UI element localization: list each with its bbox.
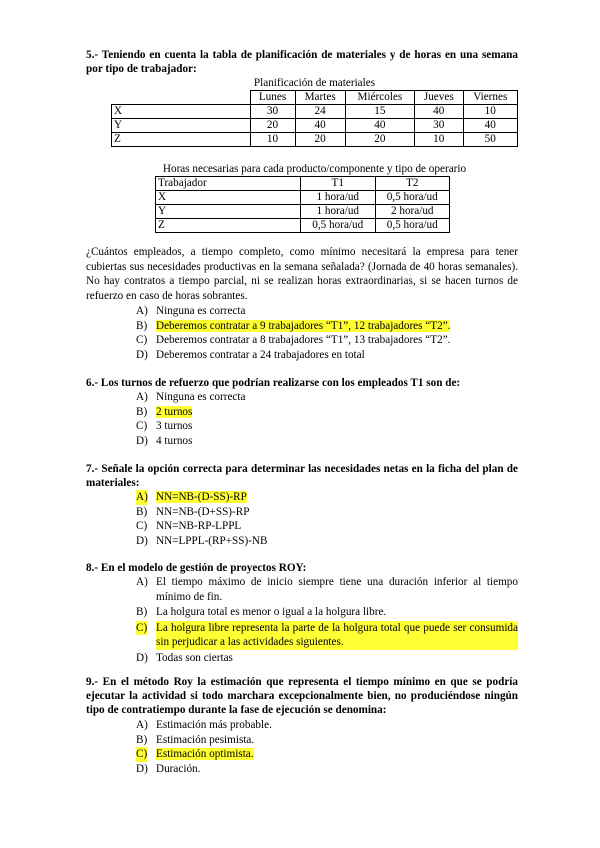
option-text: NN=NB-(D+SS)-RP: [156, 505, 250, 518]
table-header: Martes: [295, 91, 345, 105]
option-text-highlighted: 2 turnos: [156, 405, 193, 418]
option-text-highlighted: Deberemos contratar a 9 trabajadores “T1”, 12 trabajadores “T2”.: [156, 319, 451, 332]
table-cell: 24: [295, 105, 345, 119]
table-cell: 10: [463, 105, 518, 119]
table-row: [156, 219, 450, 233]
hours-table: [155, 176, 450, 233]
q9-title: 9.- En el método Roy la estimación que representa el tiempo mínimo en que se podría ejecutar la actividad si todo marchara excepcionalmente bien, no produciéndose ningún tipo de contratiempo durante la fase de ejecución se denomina:: [86, 676, 518, 716]
table-row: [112, 119, 518, 133]
table-cell: 40: [463, 119, 518, 133]
option-letter-highlighted: C): [136, 748, 148, 760]
option-letter-highlighted: C): [136, 621, 148, 634]
option-text-highlighted: NN=NB-(D-SS)-RP: [156, 491, 247, 503]
option-text: Duración.: [156, 762, 201, 775]
option-letter: D): [136, 651, 148, 664]
table1-caption: Planificación de materiales: [253, 77, 376, 89]
option-letter: A): [136, 305, 148, 317]
table-cell: 15: [345, 105, 414, 119]
table-cell: [112, 91, 251, 105]
q5-title: 5.- Teniendo en cuenta la tabla de planificación de materiales y de horas en una semana por tipo de trabajador:: [86, 49, 518, 75]
q7-option-c[interactable]: [136, 519, 518, 534]
option-letter: D): [136, 348, 148, 361]
table-cell: X: [156, 191, 301, 205]
option-text-highlighted: La holgura libre representa la parte de la holgura total que puede ser consumida sin perjudicar a las actividades siguientes.: [156, 621, 518, 648]
table-row: [156, 205, 450, 219]
q7-title: 7.- Señale la opción correcta para determinar las necesidades netas en la ficha del plan de materiales:: [86, 463, 518, 489]
table-cell: X: [112, 105, 251, 119]
table-row: [112, 91, 518, 105]
table-cell: 1 hora/ud: [301, 191, 376, 205]
q6-option-c[interactable]: [136, 419, 518, 434]
table-cell: 0,5 hora/ud: [301, 219, 376, 233]
option-letter: A): [136, 719, 148, 731]
table-header: Viernes: [463, 91, 518, 105]
table-cell: 10: [250, 133, 295, 147]
option-text: Ninguna es correcta: [156, 391, 246, 403]
option-letter: B): [136, 405, 148, 418]
option-text: Deberemos contratar a 8 trabajadores “T1”, 13 trabajadores “T2”.: [156, 334, 451, 346]
option-text: Deberemos contratar a 24 trabajadores en total: [156, 348, 365, 361]
q5-option-b[interactable]: [136, 319, 518, 334]
table-cell: 20: [250, 119, 295, 133]
option-letter: B): [136, 505, 148, 518]
table-row: [112, 133, 518, 147]
option-letter-highlighted: A): [136, 491, 148, 503]
q7-options: [136, 490, 518, 548]
table-cell: 20: [295, 133, 345, 147]
table-cell: 10: [415, 133, 463, 147]
q9-option-b[interactable]: [136, 733, 518, 748]
table-header: Jueves: [415, 91, 463, 105]
q8-option-a[interactable]: [136, 575, 518, 604]
table-cell: 30: [415, 119, 463, 133]
table-row: [156, 191, 450, 205]
table-header: Lunes: [250, 91, 295, 105]
option-letter: A): [136, 391, 148, 403]
table-cell: Y: [156, 205, 301, 219]
table-header: Miércoles: [345, 91, 414, 105]
table-cell: 40: [415, 105, 463, 119]
q9-option-d[interactable]: [136, 762, 518, 777]
q9-option-a[interactable]: [136, 718, 518, 733]
q8-title: 8.- En el modelo de gestión de proyectos ROY:: [86, 562, 307, 574]
option-text-highlighted: Estimación optimista.: [156, 748, 254, 760]
q8-option-d[interactable]: [136, 651, 518, 666]
q7-option-d[interactable]: [136, 534, 518, 549]
option-letter: C): [136, 420, 148, 432]
table-cell: Z: [112, 133, 251, 147]
table-cell: 0,5 hora/ud: [375, 191, 450, 205]
option-text: Estimación más probable.: [156, 719, 272, 731]
table-header: Trabajador: [156, 177, 301, 191]
table-cell: 30: [250, 105, 295, 119]
table-cell: 20: [345, 133, 414, 147]
option-text: NN=LPPL-(RP+SS)-NB: [156, 534, 268, 547]
table-header: T1: [301, 177, 376, 191]
option-letter: B): [136, 733, 148, 746]
option-text: Ninguna es correcta: [156, 305, 246, 317]
option-letter: B): [136, 319, 148, 332]
materials-table: [111, 90, 518, 147]
option-letter: A): [136, 576, 148, 588]
table-cell: 40: [345, 119, 414, 133]
q5-option-a[interactable]: [136, 304, 518, 319]
option-letter: D): [136, 534, 148, 547]
q7-option-b[interactable]: [136, 505, 518, 520]
q9-option-c[interactable]: [136, 747, 518, 762]
q6-options: [136, 390, 518, 448]
q7-option-a[interactable]: [136, 490, 518, 505]
q8-options: [136, 575, 518, 665]
table-cell: 1 hora/ud: [301, 205, 376, 219]
table-cell: 2 hora/ud: [375, 205, 450, 219]
option-letter: C): [136, 520, 148, 532]
q6-option-b[interactable]: [136, 405, 518, 420]
table-row: [156, 177, 450, 191]
q5-question: ¿Cuántos empleados, a tiempo completo, como mínimo necesitará la empresa para tener cubiertas sus necesidades productivas en la semana señalada? (Jornada de 40 horas semanales). No hay contratos a tiempo parcial, ni se realizan horas extraordinarias, si se hacen turnos de refuerzo en caso de horas sobrantes.: [86, 246, 518, 302]
option-text: Todas son ciertas: [156, 651, 233, 664]
q8-option-c[interactable]: [136, 621, 518, 650]
q9-options: [136, 718, 518, 776]
q6-option-a[interactable]: [136, 390, 518, 405]
option-text: La holgura total es menor o igual a la holgura libre.: [156, 606, 387, 618]
table-header: T2: [375, 177, 450, 191]
option-text: 4 turnos: [156, 434, 193, 447]
q6-title: 6.- Los turnos de refuerzo que podrían realizarse con los empleados T1 son de:: [86, 377, 461, 389]
q5-option-d[interactable]: [136, 348, 518, 363]
option-letter: D): [136, 434, 148, 447]
table-cell: Z: [156, 219, 301, 233]
option-text: Estimación pesimista.: [156, 733, 255, 746]
option-text: 3 turnos: [156, 420, 193, 432]
table-cell: 40: [295, 119, 345, 133]
q8-option-b[interactable]: [136, 605, 518, 620]
option-letter: B): [136, 606, 148, 618]
option-text: NN=NB-RP-LPPL: [156, 520, 242, 532]
q5-option-c[interactable]: [136, 333, 518, 348]
option-text: El tiempo máximo de inicio siempre tiene una duración inferior al tiempo mínimo de fin.: [156, 576, 518, 603]
option-letter: C): [136, 334, 148, 346]
q6-option-d[interactable]: [136, 434, 518, 449]
q5-options: [136, 304, 518, 362]
table-cell: Y: [112, 119, 251, 133]
option-letter: D): [136, 762, 148, 775]
table2-caption: Horas necesarias para cada producto/componente y tipo de operario: [162, 163, 467, 175]
table-row: [112, 105, 518, 119]
table-cell: 50: [463, 133, 518, 147]
table-cell: 0,5 hora/ud: [375, 219, 450, 233]
